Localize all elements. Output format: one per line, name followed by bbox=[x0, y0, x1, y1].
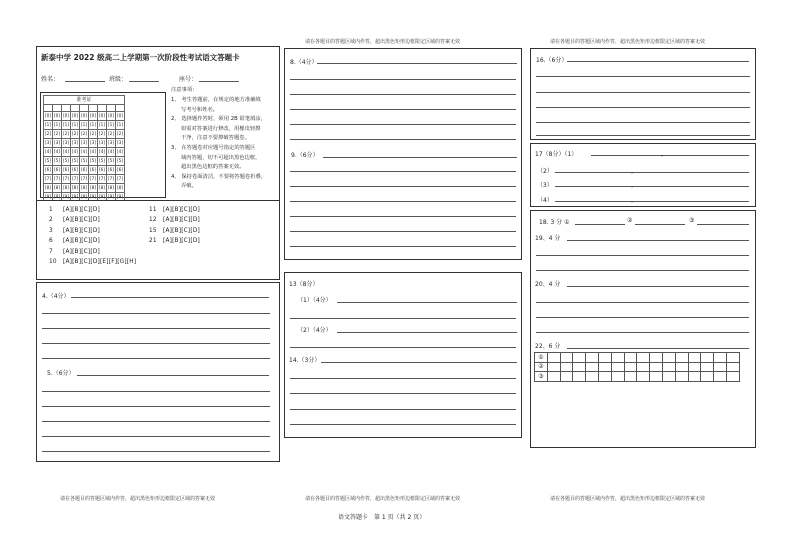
exam-id-bubble[interactable]: [5] bbox=[71, 157, 80, 166]
exam-id-bubble[interactable]: [1] bbox=[62, 121, 71, 130]
exam-id-bubble[interactable]: [1] bbox=[107, 121, 116, 130]
exam-id-bubble[interactable]: [8] bbox=[53, 184, 62, 193]
q22-cell[interactable] bbox=[650, 372, 663, 382]
q22-cell[interactable] bbox=[688, 362, 701, 372]
page-footer: 语文答题卡 第 1 页（共 2 页） bbox=[338, 514, 426, 521]
q22-cell[interactable] bbox=[573, 372, 586, 382]
q13-2-label: （2）（4分） bbox=[297, 327, 332, 334]
seat-field[interactable] bbox=[199, 81, 239, 82]
exam-id-digit-slot[interactable] bbox=[71, 105, 80, 112]
q8-label: 8.（4分） bbox=[290, 59, 318, 66]
exam-id-bubble[interactable]: [5] bbox=[80, 157, 89, 166]
note-line: 域内答题，切不可超出黑色边框， bbox=[181, 154, 261, 161]
q22-cell[interactable] bbox=[714, 372, 727, 382]
mc-row[interactable] bbox=[49, 207, 100, 213]
exam-id-digit-slot[interactable] bbox=[44, 105, 53, 112]
q18-label: 18. 3 分 ① bbox=[539, 219, 570, 226]
q22-cell[interactable] bbox=[598, 372, 611, 382]
q17-label: 17（8分）（1） bbox=[535, 151, 578, 158]
q17-3-label: （3） bbox=[537, 182, 553, 189]
mc-number: 11 bbox=[149, 207, 157, 213]
exam-id-bubble[interactable]: [6] bbox=[98, 166, 107, 175]
exam-id-digit-slot[interactable] bbox=[62, 105, 71, 112]
mc-row[interactable] bbox=[149, 217, 200, 223]
exam-id-digit-slot[interactable] bbox=[116, 105, 125, 112]
mc-row[interactable] bbox=[49, 217, 100, 223]
exam-id-bubble[interactable]: [1] bbox=[53, 121, 62, 130]
q22-cell[interactable] bbox=[662, 362, 675, 372]
exam-id-bubble[interactable]: [2] bbox=[71, 130, 80, 139]
mc-number: 21 bbox=[149, 238, 157, 245]
exam-id-bubble[interactable]: [6] bbox=[107, 166, 116, 175]
q8-q9-panel bbox=[284, 48, 522, 260]
q13-1-label: （1）（4分） bbox=[297, 297, 332, 304]
mc-row[interactable] bbox=[49, 249, 100, 255]
exam-id-bubble[interactable]: [1] bbox=[89, 121, 98, 130]
q22-cell[interactable] bbox=[701, 353, 714, 363]
exam-id-bubble[interactable]: [4] bbox=[62, 148, 71, 157]
q17-panel bbox=[530, 143, 756, 207]
exam-id-bubble[interactable]: [6] bbox=[71, 166, 80, 175]
note-line: 2、 选择题作答时，须用 2B 铅笔填涂， bbox=[171, 116, 266, 123]
note-line: 3、 在答题卷对应题号指定的答题区 bbox=[171, 144, 256, 151]
mc-row[interactable] bbox=[149, 228, 200, 234]
q22-cell[interactable] bbox=[675, 372, 688, 382]
exam-id-bubble[interactable]: [5] bbox=[116, 157, 125, 166]
exam-id-bubble[interactable]: [0] bbox=[89, 112, 98, 121]
q13-q14-panel bbox=[284, 272, 522, 438]
exam-id-bubble[interactable]: [7] bbox=[80, 175, 89, 184]
q22-cell[interactable] bbox=[688, 353, 701, 363]
class-label: 班级： bbox=[109, 76, 128, 83]
exam-id-bubble[interactable]: [5] bbox=[53, 157, 62, 166]
mc-row[interactable] bbox=[49, 259, 136, 265]
exam-id-bubble[interactable]: [6] bbox=[53, 166, 62, 175]
exam-id-bubble[interactable]: [2] bbox=[44, 130, 53, 139]
exam-id-bubble[interactable]: [1] bbox=[98, 121, 107, 130]
mc-options[interactable]: [A][B][C][D] bbox=[63, 227, 100, 234]
exam-id-bubble[interactable]: [0] bbox=[44, 112, 53, 121]
q14-label: 14.（3分） bbox=[289, 357, 321, 364]
q22-cell[interactable] bbox=[611, 372, 624, 382]
q22-cell[interactable] bbox=[688, 372, 701, 382]
mc-row[interactable] bbox=[149, 207, 200, 213]
q22-cell[interactable] bbox=[560, 362, 573, 372]
exam-id-bubble[interactable]: [3] bbox=[62, 139, 71, 148]
exam-id-bubble[interactable]: [8] bbox=[107, 184, 116, 193]
exam-id-bubble[interactable]: [6] bbox=[44, 166, 53, 175]
exam-id-bubble[interactable]: [7] bbox=[107, 175, 116, 184]
exam-id-bubble[interactable]: [0] bbox=[62, 112, 71, 121]
exam-id-bubble[interactable]: [7] bbox=[62, 175, 71, 184]
exam-id-digit-slot[interactable] bbox=[80, 105, 89, 112]
q22-cell[interactable] bbox=[662, 372, 675, 382]
notes-title: 注意事项： bbox=[171, 87, 198, 93]
exam-id-bubble[interactable]: [8] bbox=[89, 184, 98, 193]
q20-label: 20、4 分 bbox=[535, 281, 561, 288]
exam-id-bubble[interactable]: [1] bbox=[71, 121, 80, 130]
q13-label: 13（8分） bbox=[289, 281, 319, 288]
exam-id-bubble[interactable]: [6] bbox=[89, 166, 98, 175]
exam-id-bubble[interactable]: [5] bbox=[62, 157, 71, 166]
q22-cell[interactable] bbox=[624, 353, 637, 363]
exam-id-bubble[interactable]: [3] bbox=[107, 139, 116, 148]
q22-cell[interactable] bbox=[560, 372, 573, 382]
q22-cell[interactable] bbox=[586, 372, 599, 382]
exam-id-bubble[interactable]: [8] bbox=[80, 184, 89, 193]
exam-id-bubble[interactable]: [0] bbox=[53, 112, 62, 121]
exam-id-bubble[interactable]: [2] bbox=[80, 130, 89, 139]
exam-id-bubble[interactable]: [2] bbox=[89, 130, 98, 139]
exam-id-bubble[interactable]: [1] bbox=[116, 121, 125, 130]
q22-cell[interactable] bbox=[547, 372, 560, 382]
exam-id-bubble[interactable]: [0] bbox=[71, 112, 80, 121]
exam-id-bubble[interactable]: [4] bbox=[71, 148, 80, 157]
q9-label: 9.（6分） bbox=[291, 152, 319, 159]
exam-id-bubble[interactable]: [6] bbox=[80, 166, 89, 175]
exam-id-bubble[interactable]: [0] bbox=[98, 112, 107, 121]
q18-2-label: ② bbox=[627, 217, 633, 224]
mc-options[interactable]: [A][B][C][D] bbox=[163, 227, 200, 234]
q22-row-label: ③ bbox=[535, 372, 548, 382]
mc-number: 2 bbox=[49, 217, 53, 224]
mc-options[interactable]: [A][B][C][D][E][F][G][H] bbox=[63, 259, 137, 265]
exam-id-digit-slot[interactable] bbox=[107, 105, 116, 112]
q18-3-label: ③ bbox=[689, 217, 695, 224]
q22-cell[interactable] bbox=[560, 353, 573, 363]
notes-list bbox=[171, 96, 277, 192]
mc-number: 1 bbox=[49, 207, 53, 213]
q22-cell[interactable] bbox=[611, 362, 624, 372]
exam-id-bubble[interactable]: [3] bbox=[71, 139, 80, 148]
mc-number: 12 bbox=[149, 217, 157, 224]
q22-cell[interactable] bbox=[598, 362, 611, 372]
q19-label: 19、4 分 bbox=[535, 235, 561, 242]
warning-top-middle: 请在各题目的答题区域内作答，超出黑色矩形边框限定区域的答案无效 bbox=[305, 39, 461, 45]
notes-panel bbox=[167, 86, 279, 200]
exam-id-bubble[interactable]: [6] bbox=[116, 166, 125, 175]
q22-cell[interactable] bbox=[598, 353, 611, 363]
exam-id-bubble[interactable]: [4] bbox=[89, 148, 98, 157]
exam-id-bubble[interactable]: [9] bbox=[71, 193, 80, 202]
exam-id-bubble[interactable]: [7] bbox=[116, 175, 125, 184]
q22-cell[interactable] bbox=[573, 362, 586, 372]
q22-cell[interactable] bbox=[726, 362, 739, 372]
q22-cell[interactable] bbox=[675, 353, 688, 363]
mc-options[interactable]: [A][B][C][D] bbox=[163, 238, 200, 245]
exam-id-bubble[interactable]: [4] bbox=[107, 148, 116, 157]
note-line: 写考号和姓名。 bbox=[181, 106, 219, 113]
exam-id-bubble[interactable]: [3] bbox=[116, 139, 125, 148]
exam-id-bubble[interactable]: [5] bbox=[98, 157, 107, 166]
q22-cell[interactable] bbox=[714, 362, 727, 372]
q22-cell[interactable] bbox=[650, 362, 663, 372]
exam-id-bubble[interactable]: [5] bbox=[89, 157, 98, 166]
exam-id-bubble[interactable]: [2] bbox=[116, 130, 125, 139]
exam-id-bubble[interactable]: [4] bbox=[80, 148, 89, 157]
q22-cell[interactable] bbox=[624, 362, 637, 372]
exam-id-bubble[interactable]: [2] bbox=[62, 130, 71, 139]
mc-number: 10 bbox=[49, 259, 57, 265]
warning-bottom-left: 请在各题目的答题区域内作答，超出黑色矩形边框限定区域的答案无效 bbox=[60, 496, 216, 502]
exam-id-bubble[interactable]: [3] bbox=[98, 139, 107, 148]
mc-number: 6 bbox=[49, 238, 53, 245]
exam-id-bubble[interactable]: [4] bbox=[98, 148, 107, 157]
exam-id-digit-slot[interactable] bbox=[98, 105, 107, 112]
warning-top-right: 请在各题目的答题区域内作答，超出黑色矩形边框限定区域的答案无效 bbox=[550, 39, 706, 45]
exam-id-bubble[interactable]: [8] bbox=[71, 184, 80, 193]
exam-id-grid bbox=[40, 92, 166, 198]
q17-4-label: （4） bbox=[537, 197, 553, 204]
exam-id-bubble[interactable]: [3] bbox=[44, 139, 53, 148]
exam-id-bubble[interactable]: [0] bbox=[107, 112, 116, 121]
exam-id-bubble[interactable]: [5] bbox=[44, 157, 53, 166]
q17-1-comma: ， bbox=[661, 151, 668, 158]
exam-id-bubble[interactable]: [2] bbox=[98, 130, 107, 139]
exam-id-bubble[interactable]: [5] bbox=[107, 157, 116, 166]
note-line: 弄破。 bbox=[181, 183, 197, 190]
exam-id-bubble[interactable]: [3] bbox=[89, 139, 98, 148]
q22-grid bbox=[534, 352, 740, 382]
note-line: 干净，注意不要擦破答题卷。 bbox=[181, 135, 250, 142]
q22-cell[interactable] bbox=[726, 353, 739, 363]
exam-id-bubble[interactable]: [8] bbox=[98, 184, 107, 193]
exam-id-bubble[interactable]: [9] bbox=[116, 193, 125, 202]
q22-cell[interactable] bbox=[586, 353, 599, 363]
q22-cell[interactable] bbox=[637, 353, 650, 363]
q17-4-comma: ， bbox=[631, 197, 638, 204]
q16-panel bbox=[530, 48, 756, 140]
exam-id-bubble[interactable]: [9] bbox=[98, 193, 107, 202]
exam-id-bubble[interactable]: [4] bbox=[44, 148, 53, 157]
mc-options[interactable]: [A][B][C][D] bbox=[63, 238, 100, 245]
exam-id-bubble[interactable]: [0] bbox=[80, 112, 89, 121]
exam-id-label: 准考证 bbox=[44, 96, 125, 105]
mc-options[interactable]: [A][B][C][D] bbox=[63, 248, 100, 255]
q5-label: 5.（6分） bbox=[47, 370, 75, 377]
mc-options[interactable]: [A][B][C][D] bbox=[163, 207, 200, 213]
seat-label: 座号： bbox=[179, 76, 198, 83]
q22-cell[interactable] bbox=[675, 362, 688, 372]
mc-options[interactable]: [A][B][C][D] bbox=[63, 207, 100, 213]
q22-cell[interactable] bbox=[726, 372, 739, 382]
note-line: 超出黑色边框的答案无效。 bbox=[181, 164, 245, 171]
mc-number: 15 bbox=[149, 227, 157, 234]
exam-id-bubble[interactable]: [7] bbox=[44, 175, 53, 184]
class-field[interactable] bbox=[129, 81, 159, 82]
exam-id-bubble[interactable]: [3] bbox=[80, 139, 89, 148]
exam-id-digit-slot[interactable] bbox=[53, 105, 62, 112]
q22-cell[interactable] bbox=[662, 353, 675, 363]
q18-q22-panel bbox=[530, 210, 756, 448]
exam-id-bubble[interactable]: [8] bbox=[62, 184, 71, 193]
name-field[interactable] bbox=[65, 81, 105, 82]
q22-cell[interactable] bbox=[547, 362, 560, 372]
exam-id-bubble[interactable]: [3] bbox=[53, 139, 62, 148]
exam-id-bubble[interactable]: [8] bbox=[116, 184, 125, 193]
exam-id-digit-slot[interactable] bbox=[89, 105, 98, 112]
name-label: 姓名： bbox=[41, 76, 60, 83]
q22-cell[interactable] bbox=[547, 353, 560, 363]
mc-number: 3 bbox=[49, 227, 53, 234]
q22-row-label: ① bbox=[535, 353, 548, 363]
q22-cell[interactable] bbox=[573, 353, 586, 363]
exam-id-bubble[interactable]: [4] bbox=[53, 148, 62, 157]
q16-label: 16.（6分） bbox=[536, 57, 568, 64]
warning-bottom-right: 请在各题目的答题区域内作答，超出黑色矩形边框限定区域的答案无效 bbox=[550, 496, 706, 502]
exam-id-bubble[interactable]: [9] bbox=[53, 193, 62, 202]
mc-row[interactable] bbox=[149, 238, 200, 244]
note-line: 1、 考生答题前，在规定的地方准确填 bbox=[171, 97, 261, 103]
exam-id-bubble[interactable]: [7] bbox=[71, 175, 80, 184]
exam-id-bubble[interactable]: [1] bbox=[44, 121, 53, 130]
exam-id-bubble[interactable]: [9] bbox=[44, 193, 53, 202]
q22-cell[interactable] bbox=[701, 372, 714, 382]
exam-id-bubble[interactable]: [0] bbox=[116, 112, 125, 121]
q4-label: 4.（4分） bbox=[42, 293, 70, 300]
q22-cell[interactable] bbox=[586, 362, 599, 372]
q22-cell[interactable] bbox=[701, 362, 714, 372]
q22-cell[interactable] bbox=[714, 353, 727, 363]
exam-id-bubble[interactable]: [9] bbox=[80, 193, 89, 202]
exam-id-bubble[interactable]: [2] bbox=[107, 130, 116, 139]
q17-2-comma: ， bbox=[631, 168, 638, 175]
exam-id-bubble[interactable]: [9] bbox=[89, 193, 98, 202]
mc-panel bbox=[36, 200, 280, 280]
q22-cell[interactable] bbox=[611, 353, 624, 363]
exam-id-bubble[interactable]: [9] bbox=[107, 193, 116, 202]
mc-options[interactable]: [A][B][C][D] bbox=[163, 217, 200, 224]
q22-cell[interactable] bbox=[650, 353, 663, 363]
mc-row[interactable] bbox=[49, 238, 100, 244]
exam-id-bubble[interactable]: [4] bbox=[116, 148, 125, 157]
exam-id-bubble[interactable]: [7] bbox=[98, 175, 107, 184]
q22-row-label: ② bbox=[535, 362, 548, 372]
exam-id-bubble[interactable]: [6] bbox=[62, 166, 71, 175]
note-line: 如需对答案进行修改，用橡皮轻擦 bbox=[181, 125, 261, 132]
note-line: 4、 保持卷面清洁，不要将答题卷折叠， bbox=[171, 173, 267, 180]
q22-cell[interactable] bbox=[637, 362, 650, 372]
page-title: 新泰中学 2022 级高二上学期第一次阶段性考试语文答题卡 bbox=[41, 53, 240, 62]
q17-2-label: （2） bbox=[537, 168, 553, 175]
q17-3-comma: ， bbox=[631, 182, 638, 189]
exam-id-bubble[interactable]: [9] bbox=[62, 193, 71, 202]
q4-q5-panel bbox=[36, 282, 280, 462]
exam-id-bubble[interactable]: [2] bbox=[53, 130, 62, 139]
q22-label: 22、6 分 bbox=[535, 343, 561, 350]
q22-cell[interactable] bbox=[637, 372, 650, 382]
exam-id-bubble[interactable]: [8] bbox=[44, 184, 53, 193]
mc-options[interactable]: [A][B][C][D] bbox=[63, 217, 100, 224]
q22-cell[interactable] bbox=[624, 372, 637, 382]
exam-id-bubble[interactable]: [1] bbox=[80, 121, 89, 130]
exam-id-bubble[interactable]: [7] bbox=[53, 175, 62, 184]
exam-id-bubble[interactable]: [7] bbox=[89, 175, 98, 184]
mc-row[interactable] bbox=[49, 228, 100, 234]
warning-bottom-middle: 请在各题目的答题区域内作答，超出黑色矩形边框限定区域的答案无效 bbox=[305, 496, 461, 502]
mc-number: 7 bbox=[49, 248, 53, 255]
